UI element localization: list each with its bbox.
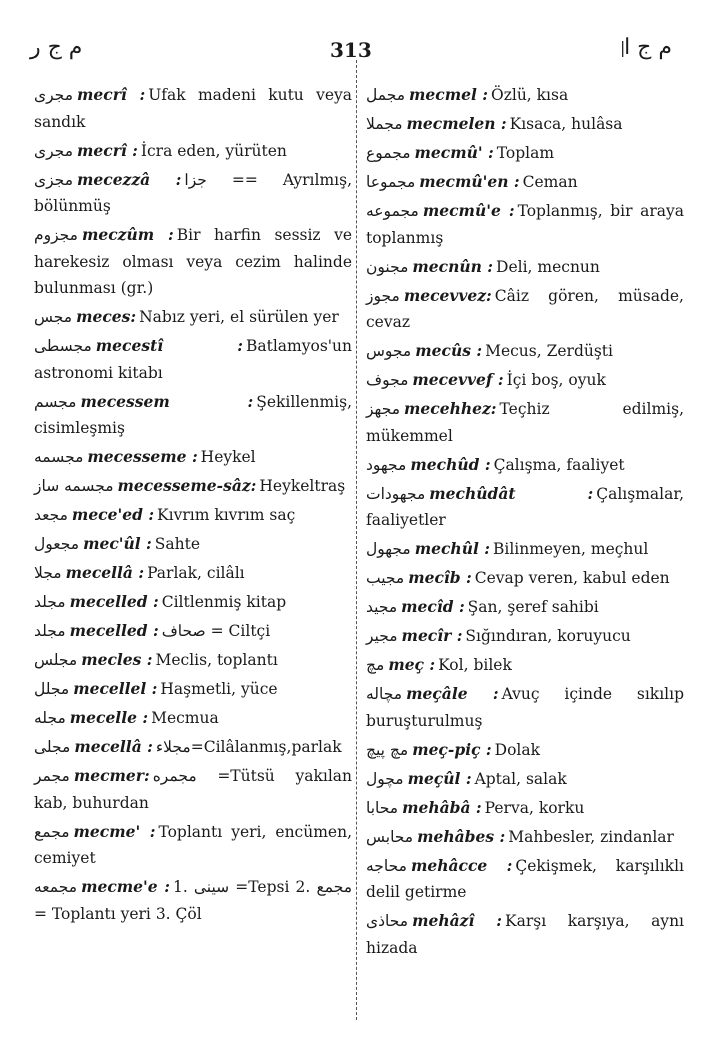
entry-arabic-word: مجری bbox=[34, 86, 73, 104]
entry-arabic-word: مجری bbox=[34, 141, 73, 160]
entry-headword: mehâbes : bbox=[417, 826, 506, 846]
entry-definition: صحاف = Ciltçi bbox=[161, 622, 271, 640]
header-right-letters: م ج ا bbox=[624, 35, 672, 60]
entry-arabic-word: محابس bbox=[366, 827, 414, 846]
dictionary-entry bbox=[34, 222, 352, 302]
right-column bbox=[366, 82, 684, 964]
entry-definition: Özlü, kısa bbox=[490, 86, 569, 104]
dictionary-entry bbox=[366, 338, 684, 365]
entry-headword: mecezzâ : bbox=[77, 169, 182, 189]
entry-definition: Karşı karşıya, aynı hizada bbox=[366, 912, 685, 957]
entry-arabic-word: مچاله bbox=[366, 685, 403, 703]
dictionary-entry bbox=[34, 705, 352, 732]
entry-headword: mecmû' : bbox=[414, 143, 494, 162]
dictionary-entry bbox=[366, 283, 684, 336]
entry-definition: مجلاء=Cilâlanmış,parlak bbox=[155, 738, 342, 756]
entry-headword: mecîr : bbox=[401, 626, 463, 645]
entry-headword: mehâzî : bbox=[412, 911, 503, 930]
dictionary-entry bbox=[366, 681, 684, 734]
entry-headword: mecevvez: bbox=[403, 285, 492, 305]
dictionary-entry bbox=[366, 481, 684, 534]
entry-headword: mecîb : bbox=[408, 568, 472, 587]
entry-arabic-word: مجسمه bbox=[34, 448, 84, 466]
entry-arabic-word: مجوف bbox=[366, 371, 409, 389]
entry-headword: meczûm : bbox=[81, 225, 174, 244]
dictionary-entry bbox=[34, 589, 352, 616]
dictionary-entry bbox=[34, 444, 352, 471]
entry-arabic-word: مجید bbox=[366, 598, 398, 616]
entry-definition: Bilinmeyen, meçhul bbox=[492, 540, 649, 558]
entry-arabic-word: مجوز bbox=[366, 286, 400, 305]
entry-definition: Mecus, Zerdüşti bbox=[485, 342, 613, 360]
entry-definition: Toplanmış, bir araya toplanmış bbox=[366, 202, 684, 247]
entry-arabic-word: مجلد bbox=[34, 622, 66, 640]
dictionary-entry bbox=[366, 140, 684, 167]
dictionary-entry bbox=[366, 254, 684, 281]
entry-arabic-word: محاجه bbox=[366, 856, 407, 875]
entry-headword: mecnûn : bbox=[412, 256, 494, 276]
dictionary-entry bbox=[366, 652, 684, 679]
entry-definition: Ciltlenmiş kitap bbox=[161, 593, 287, 611]
entry-definition: Heykel bbox=[200, 448, 256, 466]
entry-headword: mecme'e : bbox=[81, 877, 170, 896]
dictionary-entry bbox=[34, 389, 352, 442]
entry-definition: Toplam bbox=[496, 144, 555, 162]
entry-definition: Ceman bbox=[522, 173, 578, 191]
entry-arabic-word: مجسمه ساز bbox=[34, 477, 114, 495]
dictionary-entry bbox=[366, 111, 684, 138]
entry-arabic-word: مجلد bbox=[34, 593, 66, 611]
entry-headword: mecelled : bbox=[69, 592, 159, 611]
entry-definition: Batlamyos'un astronomi kitabı bbox=[34, 337, 352, 382]
entry-definition: Perva, korku bbox=[484, 798, 585, 817]
entry-headword: mecrî : bbox=[77, 85, 146, 104]
entry-definition: Aptal, salak bbox=[474, 769, 567, 788]
entry-definition: جزا == Ayrılmış, bölünmüş bbox=[34, 170, 353, 215]
entry-definition: Sahte bbox=[154, 535, 201, 553]
entry-arabic-word: مجلا bbox=[34, 564, 62, 582]
entry-headword: mecesseme : bbox=[87, 447, 198, 466]
entry-headword: mece'ed : bbox=[71, 505, 155, 524]
entry-arabic-word: مجس bbox=[34, 308, 73, 326]
dictionary-entry bbox=[366, 198, 684, 251]
entry-arabic-word: مجوس bbox=[366, 342, 412, 360]
dictionary-entry bbox=[34, 734, 352, 761]
entry-headword: mecellâ : bbox=[65, 563, 145, 582]
entry-definition: Câiz gören, müsade, cevaz bbox=[366, 286, 684, 331]
dictionary-entry bbox=[366, 853, 684, 906]
dictionary-entry bbox=[34, 502, 352, 529]
entry-definition: Sığındıran, koruyucu bbox=[465, 627, 631, 645]
entry-definition: مجمره =Tütsü yakılan kab, buhurdan bbox=[34, 767, 352, 812]
entry-definition: Toplantı yeri, encümen, cemiyet bbox=[34, 822, 353, 867]
entry-headword: mec'ûl : bbox=[83, 534, 152, 553]
dictionary-entry bbox=[34, 874, 352, 927]
entry-headword: mecelled : bbox=[69, 621, 159, 640]
entry-arabic-word: مچ پیچ bbox=[366, 740, 409, 759]
dictionary-entry bbox=[366, 82, 684, 109]
dictionary-entry bbox=[34, 531, 352, 558]
dictionary-entry bbox=[366, 452, 684, 479]
entry-arabic-word: مجنون bbox=[366, 257, 409, 276]
header-left-letters: م ج ر bbox=[30, 35, 83, 60]
entry-headword: mecme' : bbox=[73, 821, 156, 841]
entry-definition: İcra eden, yürüten bbox=[140, 141, 287, 160]
entry-definition: Meclis, toplantı bbox=[155, 651, 278, 669]
entry-headword: mecessem : bbox=[80, 391, 254, 411]
entry-headword: mehâbâ : bbox=[402, 797, 482, 817]
entry-definition: Deli, mecnun bbox=[496, 257, 600, 276]
dictionary-entry bbox=[366, 396, 684, 449]
entry-arabic-word: مجهود bbox=[366, 455, 407, 474]
entry-definition: Kol, bilek bbox=[438, 656, 512, 674]
entry-headword: mechûl : bbox=[414, 539, 490, 558]
entry-headword: meçûl : bbox=[407, 768, 472, 788]
entry-headword: mecellel : bbox=[73, 679, 158, 698]
entry-headword: mecles : bbox=[81, 650, 153, 669]
entry-arabic-word: مجهز bbox=[366, 400, 401, 418]
entry-headword: mecehhez: bbox=[404, 399, 497, 418]
entry-headword: mechûdât : bbox=[429, 483, 594, 503]
entry-arabic-word: مجهودات bbox=[366, 484, 426, 503]
dictionary-entry bbox=[34, 304, 352, 331]
entry-definition: Cevap veren, kabul eden bbox=[474, 569, 670, 587]
dictionary-entry bbox=[366, 766, 684, 793]
entry-definition: Parlak, cilâlı bbox=[147, 564, 245, 582]
left-column bbox=[34, 82, 352, 930]
entry-headword: mecevvef : bbox=[412, 370, 504, 389]
entry-arabic-word: مجمر bbox=[34, 767, 70, 785]
entry-headword: meç : bbox=[388, 655, 436, 674]
entry-arabic-word: مجسم bbox=[34, 392, 77, 411]
dictionary-entry bbox=[34, 676, 352, 703]
dictionary-entry bbox=[34, 618, 352, 645]
entry-headword: mecûs : bbox=[415, 341, 483, 360]
dictionary-entry bbox=[366, 795, 684, 822]
dictionary-entry bbox=[34, 763, 352, 816]
entry-definition: Heykeltraş bbox=[259, 477, 346, 495]
entry-arabic-word: مجموع bbox=[366, 144, 411, 162]
entry-definition: Bir harfin sessiz ve harekesiz olması veya cezim halinde bulunması (gr.) bbox=[34, 226, 352, 297]
entry-headword: mecelle : bbox=[69, 708, 149, 727]
entry-headword: mecmel : bbox=[409, 85, 488, 104]
entry-headword: mecesseme-sâz: bbox=[117, 476, 257, 495]
entry-definition: Çalışmalar, faaliyetler bbox=[366, 484, 684, 529]
entry-arabic-word: مجزوم bbox=[34, 226, 78, 244]
entry-headword: meces: bbox=[76, 307, 137, 326]
entry-arabic-word: مجلل bbox=[34, 680, 70, 698]
dictionary-entry bbox=[366, 737, 684, 764]
dictionary-entry bbox=[366, 565, 684, 592]
entry-arabic-word: مجیر bbox=[366, 627, 398, 645]
dictionary-entry bbox=[34, 647, 352, 674]
dictionary-entry bbox=[366, 536, 684, 563]
entry-arabic-word: مجسطی bbox=[34, 337, 92, 355]
entry-arabic-word: مجیب bbox=[366, 569, 405, 587]
dictionary-entry bbox=[34, 560, 352, 587]
entry-headword: mechûd : bbox=[410, 454, 491, 474]
entry-arabic-word: مجله bbox=[34, 709, 66, 727]
header-right-mark: | bbox=[620, 38, 626, 57]
entry-definition: Çekişmek, karşılıklı delil getirme bbox=[366, 856, 684, 901]
dictionary-entry bbox=[366, 623, 684, 650]
entry-headword: mecmelen : bbox=[406, 114, 507, 133]
dictionary-entry bbox=[34, 138, 352, 165]
dictionary-entry bbox=[34, 819, 352, 872]
entry-arabic-word: مجلی bbox=[34, 738, 71, 756]
entry-arabic-word: مچول bbox=[366, 769, 404, 788]
column-divider bbox=[356, 60, 357, 1020]
dictionary-entry bbox=[366, 824, 684, 851]
entry-definition: Haşmetli, yüce bbox=[160, 680, 278, 698]
entry-arabic-word: مچ bbox=[366, 656, 385, 674]
entry-definition: Teçhiz edilmiş, mükemmel bbox=[366, 400, 684, 445]
entry-headword: mecrî : bbox=[77, 140, 138, 160]
dictionary-entry bbox=[366, 169, 684, 196]
entry-headword: mehâcce : bbox=[410, 855, 513, 875]
entry-definition: Dolak bbox=[494, 740, 541, 759]
entry-definition: Kısaca, hulâsa bbox=[509, 115, 623, 133]
entry-definition: Nabız yeri, el sürülen yer bbox=[139, 308, 339, 326]
entry-arabic-word: مجملا bbox=[366, 115, 403, 133]
entry-headword: mecmer: bbox=[73, 766, 150, 785]
entry-definition: Şekillenmiş, cisimleşmiş bbox=[34, 392, 352, 437]
dictionary-entry bbox=[366, 908, 684, 961]
entry-arabic-word: محابا bbox=[366, 798, 399, 817]
entry-arabic-word: مجهول bbox=[366, 540, 411, 558]
dictionary-entry bbox=[34, 333, 352, 386]
dictionary-entry bbox=[366, 594, 684, 621]
entry-headword: mecîd : bbox=[401, 597, 465, 616]
entry-headword: meç-piç : bbox=[412, 739, 492, 759]
dictionary-entry bbox=[34, 82, 352, 135]
entry-definition: Avuç içinde sıkılıp buruşturulmuş bbox=[366, 685, 684, 730]
entry-definition: Mecmua bbox=[151, 709, 219, 727]
entry-arabic-word: مجزی bbox=[34, 170, 73, 189]
entry-definition: 1. سینی =Tepsi 2. مجمع = Toplantı yeri 3. Çöl bbox=[34, 878, 353, 923]
entry-headword: mecestî : bbox=[95, 336, 243, 355]
entry-arabic-word: مجعول bbox=[34, 535, 80, 553]
entry-arabic-word: محاذی bbox=[366, 912, 409, 930]
entry-headword: mecmû'e : bbox=[422, 201, 515, 220]
dictionary-entry bbox=[34, 473, 352, 500]
entry-definition: Kıvrım kıvrım saç bbox=[157, 506, 296, 524]
entry-headword: mecellâ : bbox=[74, 737, 153, 756]
entry-arabic-word: مجمعه bbox=[34, 878, 78, 896]
entry-arabic-word: مجموعا bbox=[366, 173, 416, 191]
entry-arabic-word: مجلس bbox=[34, 651, 78, 669]
entry-arabic-word: مجعد bbox=[34, 506, 68, 524]
entry-headword: mecmû'en : bbox=[419, 172, 520, 191]
entry-arabic-word: مجمع bbox=[34, 822, 70, 841]
entry-definition: Ufak madeni kutu veya sandık bbox=[34, 86, 353, 131]
dictionary-entry bbox=[34, 167, 352, 220]
dictionary-entry bbox=[366, 367, 684, 394]
entry-definition: Çalışma, faaliyet bbox=[493, 455, 625, 474]
entry-definition: İçi boş, oyuk bbox=[506, 371, 606, 389]
entry-definition: Mahbesler, zindanlar bbox=[508, 827, 674, 846]
entry-arabic-word: مجمل bbox=[366, 86, 406, 104]
entry-arabic-word: مجموعه bbox=[366, 202, 419, 220]
page-number: 313 bbox=[330, 38, 372, 62]
entry-headword: meçâle : bbox=[406, 684, 499, 703]
entry-definition: Şan, şeref sahibi bbox=[467, 598, 599, 616]
